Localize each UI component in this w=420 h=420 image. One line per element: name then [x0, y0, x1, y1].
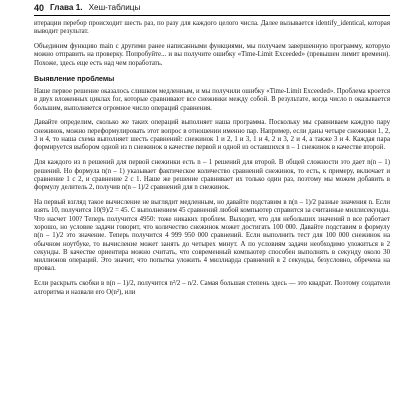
paragraph-5: Для каждого из n решений для первой снежинки есть n – 1 решений для второй. В общей сложности это дает n(n – 1) решений. Но формула n(n – 1) указывает фактическое количество сравнений снежинок, то есть, к примеру, включает и сравнение 1 с 2, и сравнение 2 с 1. Наше же решение сравнивает их только один раз, поэтому мы можем добавить в формулу делитель 2, получив n(n – 1)/2 сравнений для n снежинок.	[34, 159, 390, 192]
paragraph-2: Объединим функцию main с другими ранее написанными функциями, мы получаем завершенную программу, которую можно отправить на проверку. Попробуйте... и вы получите ошибку «Time-Limit Exceeded» (превышен лимит времени). Похоже, здесь еще есть над чем поработать.	[34, 43, 390, 67]
paragraph-3: Наше первое решение оказалось слишком медленным, и мы получили ошибку «Time-Limit Exceeded». Проблема кроется в двух вложенных циклах for, которые сравнивают все снежинки между собой. В результате, когда число n оказывается большим, выполняется огромное число операций сравнения.	[34, 87, 390, 112]
paragraph-7: Если раскрыть скобки в n(n – 1)/2, получится n²/2 – n/2. Самая большая степень здесь — это квадрат. Поэтому создатели алгоритма и назвали его O(n²), или	[34, 280, 390, 296]
page-number: 40	[34, 2, 45, 13]
paragraph-1: итерации перебор происходит шесть раз, по разу для каждого целого числа. Далее вызывается identify_identical, которая выводит результат.	[34, 20, 390, 36]
chapter-title: Хеш-таблицы	[88, 3, 141, 12]
paragraph-6: На первый взгляд такое вычисление не выглядит медленным, но давайте подставим в n(n – 1)/2 разные значения n. Если взять 10, получится 10(9)/2 = 45. С выполнением 45 сравнений любой компьютер справится за считанные миллисекунды. Что насчет 100? Теперь получится 4950: тоже никаких проблем. Выходит, что для небольших значений n все работает хорошо, но условие задачи говорит, что количество снежинок может достигать 100 000. Давайте подставим в формулу n(n – 1)/2 это значение. Теперь получится 4 999 950 000 сравнений. Если выполнить тест для 100 000 снежинок на обычном ноутбуке, то вычисление может занять до четырех минут. А по условиям задачи необходимо уложиться в 2 секунды. В качестве ориентира можно считать, что современный компьютер способен выполнять в секунду около 30 миллионов операций. Это значит, что попытка уложить 4 миллиарда сравнений в 2 секунды, безусловно, обречена на провал.	[34, 199, 390, 273]
running-header	[34, 0, 390, 16]
page-body	[34, 20, 390, 303]
chapter-label: Глава 1.	[50, 3, 83, 12]
section-heading: Выявление проблемы	[34, 73, 115, 83]
paragraph-4: Давайте определим, сколько же таких операций выполняет наша программа. Поскольку мы сравниваем каждую пару снежинок, можно переформулировать этот вопрос в отношении именно пар. Например, если даны четыре снежинки 1, 2, 3 и 4, то наша схема выполняет шесть сравнений: снежинок 1 и 2, 1 и 3, 1 и 4, 2 и 3, 2 и 4, а также 3 и 4. Каждая пара формируется выбором одной из n снежинок в качестве первой и одной из оставшихся n – 1 снежинок в качестве второй.	[34, 119, 390, 152]
